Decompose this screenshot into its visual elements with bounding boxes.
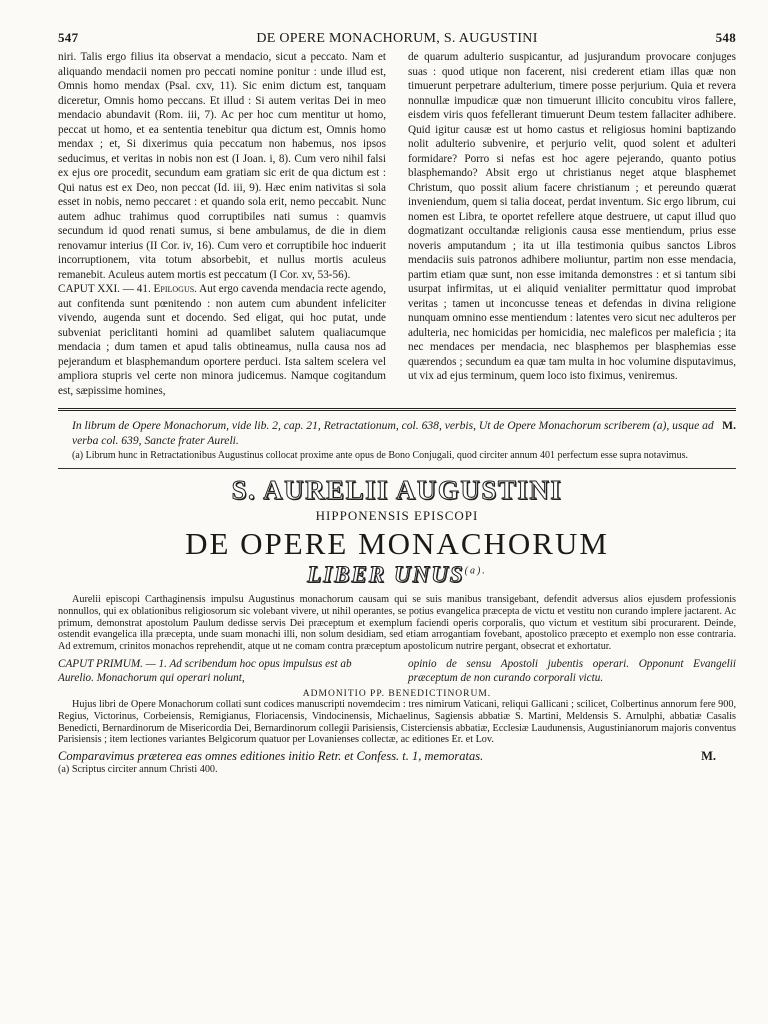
work-footnote: (a) Scriptus circiter annum Christi 400. (58, 764, 218, 776)
chapter-text: Aut ergo cavenda mendacia recte agendo, aut confitenda sunt pœnitendo : non autem cum abundent infeliciter vivendo, augenda sunt et docendo. Sed eligat, qui hoc putat, unde subveniat periclitanti homini ad quamlibet salutem qualiacumque mendacia ; dum tamen et apud talis obtineamus, nulla causa nos ad pejerandum et blasphemandum oportere perduci. Ista saltem scelera vel ampliora stupris vel certe non minora judicemus. Namque cogitandum est, sæpissime homines, (58, 283, 386, 397)
running-head (58, 30, 736, 48)
see-heading: HIPPONENSIS EPISCOPI (315, 508, 479, 523)
caput-primum-right (408, 657, 736, 685)
book-heading (58, 562, 736, 588)
caput-primum-left-text: CAPUT PRIMUM. — 1. Ad scribendum hoc opus impulsus est ab Aurelio. Monachorum qui operari nolunt, (58, 657, 352, 684)
transition-note-signature: M. (722, 419, 736, 432)
author-heading: S. AURELII AUGUSTINI (231, 475, 563, 505)
running-title: DE OPERE MONACHORUM, S. AUGUSTINI (256, 31, 538, 46)
transition-note-text: In librum de Opere Monachorum, vide lib. 2, cap. 21, Retractationum, col. 638, verbis, Ut de Opere Monachorum scriberem (a), usque ad verba col. 639, Sancte frater Aureli. (72, 419, 714, 447)
book-heading-text: LIBER UNUS (307, 562, 465, 587)
transition-footnote: (a) Librum hunc in Retractationibus Augustinus collocat proxime ante opus de Bono Conjugali, quod circiter annum 401 perfectum esse supra notavimus. (72, 450, 688, 461)
chapter-paragraph (58, 282, 386, 398)
page (58, 30, 736, 776)
left-column-number: 547 (58, 30, 79, 45)
caput-primum-right-text: opinio de sensu Apostoli jubentis operari. Opponunt Evangelii præceptum de non curando corporali victu. (408, 657, 736, 684)
right-column-number: 548 (715, 30, 736, 45)
transition-note (58, 419, 736, 448)
section-divider (58, 408, 736, 411)
argument-summary: Aurelii episcopi Carthaginensis impulsu Augustinus monachorum causam qui se suis manibus transigebant, defendit adversus alios ejusdem professionis nonnullos, qui ex oblationibus religiosorum sic volebant vivere, ut nihil operantes, se potius evangelica præcepta de victu et vestitu non curando implere jactarent. Ac primum, demonstrat apostolum Paulum dedisse servis Dei præceptum et exemplum faciendi operis corporalis, quo victum et vestitum sibi procurarent. Deinde, ostendit evangelica illa præcepta, unde suam monachi illi, non solum desidiam, sed etiam arrogantiam fovebant, apostolico præcepto et exemplo non esse contraria. Ad extremum, crinitos monachos reprehendit, atque ut ne comam contra præceptum apostolicum nutrire pergant, obsecrat et exhortatur. (58, 594, 736, 653)
heading-rule (58, 468, 736, 469)
comparavimus-line (58, 749, 736, 764)
left-column (58, 50, 386, 398)
admonitio-text: Hujus libri de Opere Monachorum collati sunt codices manuscripti novemdecim : tres nimirum Vaticani, reliqui Gallicani ; scilicet, Colbertinus annorum fere 900, Regius, Victorinus, Corbeiensis, Remigianus, Floriacensis, Vindocinensis, Michaelinus, Sagiensis abbatiæ S. Martini, Meldensis S. Arnulphi, abbatiæ Casalis Benedicti, Bernardinorum de Misericordia Dei, Bernardinorum collegii Parisiensis, Cisterciensis abbatiæ, Ecclesiæ Laudunensis, Augustinianorum majoris conventus Parisiensis ; item lectiones variantes Belgicorum quatuor per Lovanienses collectæ, ac editiones Er. et Lov. (58, 698, 736, 746)
chapter-heading: CAPUT XXI. — 41. Epilogus. (58, 283, 197, 295)
caput-primum (58, 657, 736, 685)
comparavimus-text: Comparavimus præterea eas omnes editiones initio Retr. et Confess. t. 1, memoratas. (58, 749, 484, 764)
right-column (408, 50, 736, 398)
caput-primum-left (58, 657, 388, 685)
book-heading-note-mark: (a). (464, 565, 487, 577)
work-title: DE OPERE MONACHORUM (185, 526, 609, 561)
left-column-paragraph: niri. Talis ergo filius ita observat a mendacio, sicut a peccato. Nam et aliquando mendacii nomen pro peccati nomine ponitur : unde illud est, Omnis homo mendax (Psal. cxv, 11). Sic enim dictum est, tanquam diceretur, Omnis homo peccans. Et illud : Si autem veritas Dei in meo mendacio abundavit (Rom. iii, 7). Ac per hoc cum mentitur ut homo, peccat ut homo, et ea sententia tenebitur qua dictum est, Omnis homo mendax ; et, Si dixerimus quia peccatum non habemus, nos ipsos seducimus, et veritas in nobis non est (I Joan. i, 8). Cum vero nihil falsi ex ejus ore procedit, secundum eam gratiam sic erit de qua dictum est : Qui natus est ex Deo, non peccat (Id. iii, 9). Hæc enim nativitas si sola esset in nobis, nemo peccaret : et quando sola erit, nemo peccabit. Nunc autem adhuc trahimus quod corruptibiles nati sumus : quamvis secundum id quod renati sumus, si bene ambulamus, de die in diem renovamur interius (II Cor. iv, 16). Cum vero et corruptibile hoc induerit incorruptionem, vita totum absorbebit, et nullus mortis aculeus remanebit. Aculeus autem mortis est peccatum (I Cor. xv, 53-56). (58, 51, 386, 281)
comparavimus-signature: M. (701, 749, 716, 764)
admonitio-heading: ADMONITIO PP. BENEDICTINORUM. (302, 688, 492, 699)
two-column-body (58, 50, 736, 398)
right-column-paragraph: de quarum adulterio suspicantur, ad jusjurandum provocare conjuges suas : quod utique non facerent, nisi crederent etiam illas quæ non timuerunt perpetrare adulterium, timere posse perjurium. Quia et revera nonnullæ impudicæ quæ non timuerunt illicito concubitu viros fallere, eisdem viris quos fefellerant timuerunt Deum testem fallaciter adhibere. Quid igitur causæ est ut homo castus et religiosus homini baptizando nolit adulterio subvenire, et perjurio velit, quod solent et adulteri formidare? Porro si nefas est hoc agere pejerando, quanto potius blasphemando? Absit ergo ut christianus neget atque blasphemet Christum, quo possit alium facere christianum ; et pereundo quærat inveniendum, quem si talia doceat, perdat inventum. Sic ergo librum, cui nomen est Libra, te oportet refellere atque destruere, ut caput illud quo dogmatizant occultandæ religionis causa esse mentiendum, prius esse noveris amputandum ; ita ut illa testimonia quibus sanctos Libros mendaciis suis patronos adhibere moliuntur, partim non esse mendacia, partim etiam quæ sunt, non esse imitanda demonstres : et si tantum sibi usurpat infirmitas, ut ei aliquid venialiter permittatur quod improbat veritas ; tamen ut inconcusse teneas et defendas in divina religione nunquam omnino esse mentiendum : latentes vero sicut nec adulteros per adulteria, nec homicidas per homicidia, nec maleficos per maleficia ; ita nec mendaces per mendacia, nec blasphemos per blasphemias esse quærendos ; secundum ea quæ tam multa in hoc volumine disputavimus, ut vix ad ejus terminum, quem loco isto fiximus, veniremus. (408, 51, 736, 382)
